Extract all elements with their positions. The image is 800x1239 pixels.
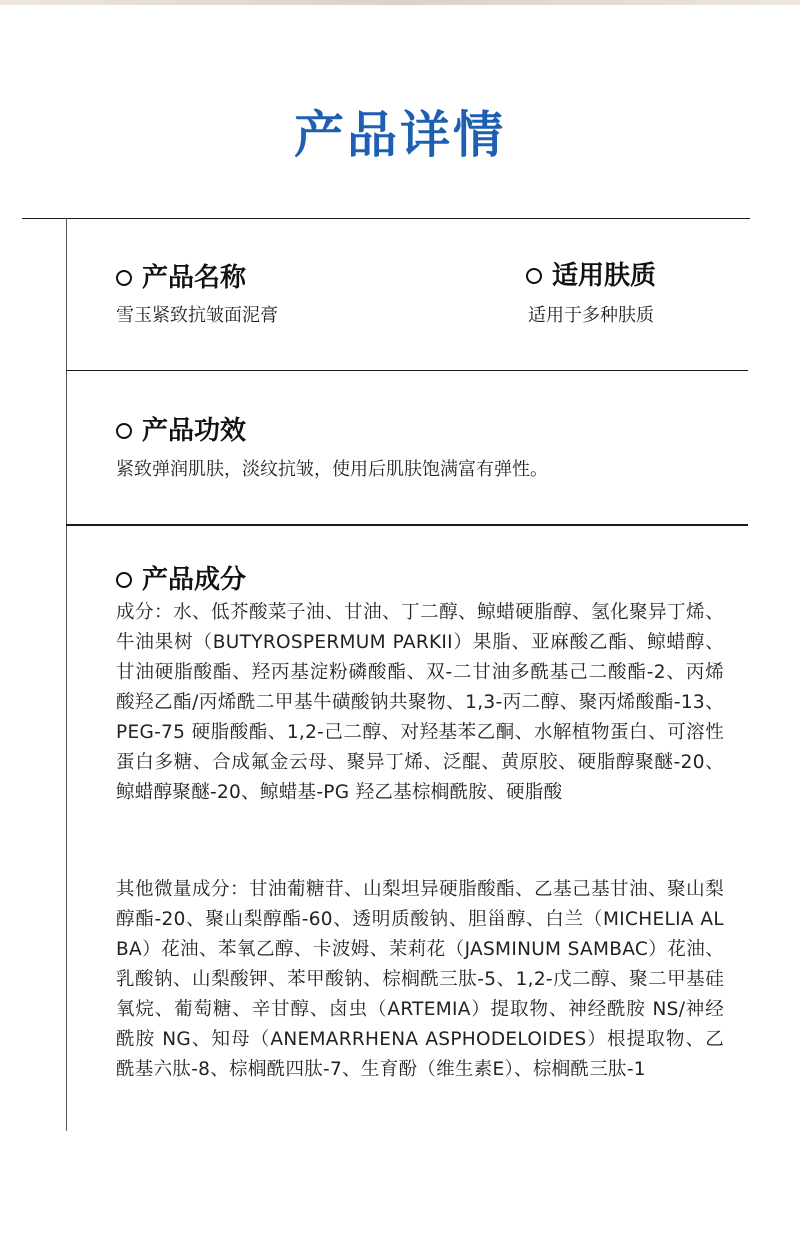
skin-type-heading <box>526 263 656 289</box>
top-decorative-strip <box>0 0 800 5</box>
ingredients-other-text: 其他微量成分：甘油葡糖苷、山梨坦异硬脂酸酯、乙基己基甘油、聚山梨醇酯-20、聚山梨醇酯-60、透明质酸钠、胆甾醇、白兰（MICHELIA ALBA）花油、苯氧乙醇、卡波姆、茉莉花（JASMINUM SAMBAC）花油、乳酸钠、山梨酸钾、苯甲酸钠、棕榈酰三肽-5、1,2-戊二醇、聚二甲基硅氧烷、葡萄糖、辛甘醇、卤虫（ARTEMIA）提取物、神经酰胺 NS/神经酰胺 NG、知母（ANEMARRHENA ASPHODELOIDES）根提取物、乙酰基六肽-8、棕榈酰四肽-7、生育酚（维生素E）、棕榈酰三肽-1 <box>116 879 724 1080</box>
ingredients-main-text: 成分：水、低芥酸菜子油、甘油、丁二醇、鲸蜡硬脂醇、氢化聚异丁烯、牛油果树（BUTYROSPERMUM PARKII）果脂、亚麻酸乙酯、鲸蜡醇、甘油硬脂酸酯、羟丙基淀粉磷酸酯、双-二甘油多酰基己二酸酯-2、丙烯酸羟乙酯/丙烯酰二甲基牛磺酸钠共聚物、1,3-丙二醇、聚丙烯酸酯-13、PEG-75 硬脂酸酯、1,2-己二醇、对羟基苯乙酮、水解植物蛋白、可溶性蛋白多糖、合成氟金云母、聚异丁烯、泛醌、黄原胶、硬脂醇聚醚-20、鲸蜡醇聚醚-20、鲸蜡基-PG 羟乙基棕榈酰胺、硬脂酸 <box>116 602 724 803</box>
product-effect-heading <box>116 418 246 444</box>
divider-1 <box>66 370 748 371</box>
circle-bullet-icon <box>116 423 132 439</box>
divider-2 <box>66 524 748 526</box>
product-name-value: 雪玉紧致抗皱面泥膏 <box>116 305 278 326</box>
skin-type-value: 适用于多种肤质 <box>528 305 654 326</box>
ingredients-label: 产品成分 <box>142 565 247 595</box>
product-effect-value: 紧致弹润肌肤，淡纹抗皱，使用后肌肤饱满富有弹性。 <box>116 459 548 480</box>
vertical-rule <box>66 218 67 1131</box>
product-name-heading <box>116 265 246 291</box>
divider-top <box>22 218 750 219</box>
ingredients-heading <box>116 567 246 593</box>
product-name-label: 产品名称 <box>142 263 247 293</box>
page-title: 产品详情 <box>294 105 506 164</box>
circle-bullet-icon <box>116 270 132 286</box>
product-effect-label: 产品功效 <box>142 416 247 446</box>
circle-bullet-icon <box>116 572 132 588</box>
circle-bullet-icon <box>526 268 542 284</box>
skin-type-label: 适用肤质 <box>552 261 657 291</box>
